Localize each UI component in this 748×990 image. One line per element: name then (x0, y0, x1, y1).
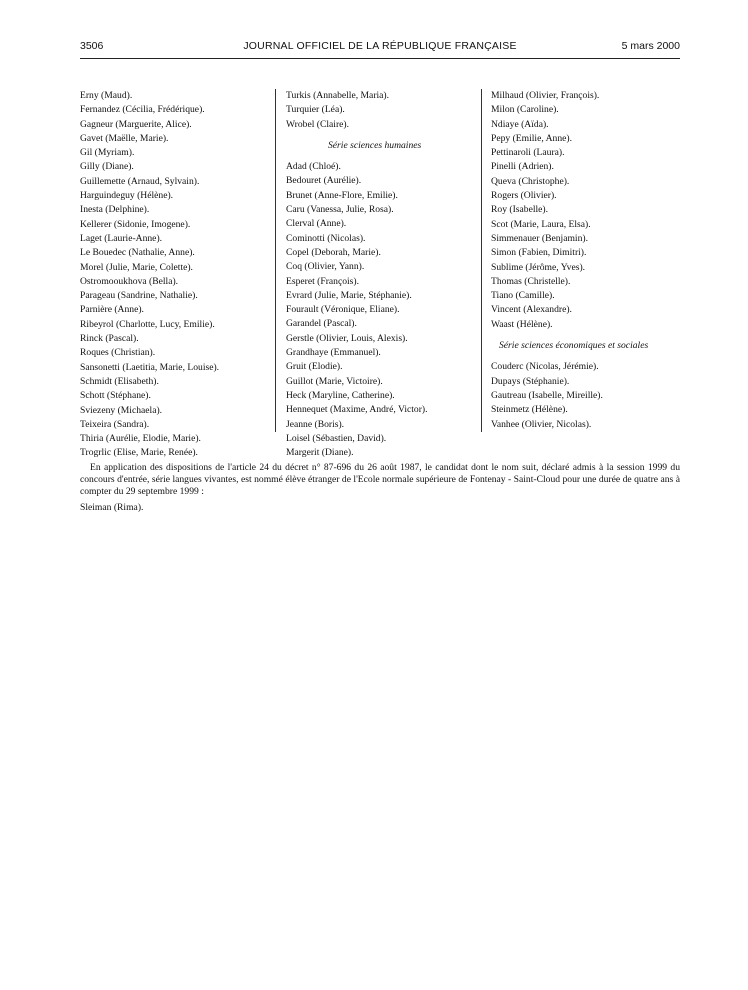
name-entry: Morel (Julie, Marie, Colette). (80, 261, 193, 273)
name-entry: Ribeyrol (Charlotte, Lucy, Emilie). (80, 318, 215, 330)
name-entry: Clerval (Anne). (286, 218, 347, 230)
name-entry: Pettinaroli (Laura). (491, 147, 565, 159)
name-entry: Gavet (Maëlle, Marie). (80, 132, 169, 144)
name-entry: Margerit (Diane). (286, 447, 354, 459)
journal-title: JOURNAL OFFICIEL DE LA RÉPUBLIQUE FRANÇAISE (243, 40, 517, 52)
name-entry: Steinmetz (Hélène). (491, 404, 568, 416)
names-column-3 (491, 89, 681, 432)
appointed-candidate-name: Sleiman (Rima). (80, 502, 144, 513)
name-entry: Fernandez (Cécilia, Frédérique). (80, 104, 205, 116)
name-entry: Simon (Fabien, Dimitri). (491, 247, 587, 259)
name-entry: Parnière (Anne). (80, 304, 144, 316)
name-entry: Adad (Chloé). (286, 161, 341, 173)
name-entry: Teixeira (Sandra). (80, 418, 150, 430)
names-column-1 (80, 89, 270, 461)
name-entry: Fourault (Véronique, Eliane). (286, 304, 400, 316)
name-entry: Schott (Stéphane). (80, 390, 151, 402)
name-entry: Guillot (Marie, Victoire). (286, 375, 383, 387)
name-entry: Harguindeguy (Hélène). (80, 190, 174, 202)
name-entry: Grandhaye (Emmanuel). (286, 347, 381, 359)
name-entry: Brunet (Anne-Flore, Emilie). (286, 189, 398, 201)
name-entry: Sansonetti (Laetitia, Marie, Louise). (80, 361, 220, 373)
name-entry: Erny (Maud). (80, 90, 133, 101)
name-entry: Milon (Caroline). (491, 104, 559, 116)
name-entry: Gerstle (Olivier, Louis, Alexis). (286, 332, 408, 344)
name-entry: Evrard (Julie, Marie, Stéphanie). (286, 289, 412, 301)
name-entry: Milhaud (Olivier, François). (491, 90, 600, 101)
name-entry: Cominotti (Nicolas). (286, 232, 366, 244)
name-entry: Vanhee (Olivier, Nicolas). (491, 418, 592, 430)
name-entry: Gil (Myriam). (80, 147, 135, 159)
page-header (80, 40, 680, 56)
name-entry: Garandel (Pascal). (286, 318, 357, 330)
name-entry: Vincent (Alexandre). (491, 304, 572, 316)
name-entry: Heck (Maryline, Catherine). (286, 389, 395, 401)
name-entry: Scot (Marie, Laura, Elsa). (491, 218, 591, 230)
name-entry: Wrobel (Claire). (286, 118, 350, 130)
name-entry: Thiria (Aurélie, Elodie, Marie). (80, 433, 201, 445)
page-number: 3506 (80, 40, 104, 52)
name-entry: Inesta (Delphine). (80, 204, 150, 216)
name-entry: Copel (Deborah, Marie). (286, 246, 381, 258)
column-separator-2 (481, 89, 482, 432)
name-entry: Le Bouedec (Nathalie, Anne). (80, 247, 195, 259)
section-heading-sciences-humaines: Série sciences humaines (328, 139, 422, 151)
name-entry: Guillemette (Arnaud, Sylvain). (80, 175, 200, 187)
name-entry: Turquier (Léa). (286, 104, 345, 116)
name-entry: Gagneur (Marguerite, Alice). (80, 118, 192, 130)
name-entry: Ostromooukhova (Bella). (80, 275, 179, 287)
name-entry: Gautreau (Isabelle, Mireille). (491, 389, 603, 401)
column-separator-1 (275, 89, 276, 432)
name-entry: Laget (Laurie-Anne). (80, 232, 163, 244)
name-entry: Ndiaye (Aïda). (491, 118, 549, 130)
name-entry: Sublime (Jérôme, Yves). (491, 261, 586, 273)
name-entry: Queva (Christophe). (491, 175, 570, 187)
names-column-2 (286, 89, 476, 460)
name-entry: Coq (Olivier, Yann). (286, 261, 365, 273)
name-entry: Simmenauer (Benjamin). (491, 232, 588, 244)
section-heading-sciences-economiques: Série sciences économiques et sociales (499, 340, 649, 352)
name-entry: Rogers (Olivier). (491, 190, 557, 202)
name-entry: Turkis (Annabelle, Maria). (286, 90, 390, 101)
name-entry: Roy (Isabelle). (491, 204, 549, 216)
name-entry: Dupays (Stéphanie). (491, 375, 570, 387)
name-entry: Jeanne (Boris). (286, 418, 345, 430)
name-entry: Pepy (Emilie, Anne). (491, 132, 572, 144)
name-entry: Parageau (Sandrine, Nathalie). (80, 290, 198, 302)
name-entry: Esperet (François). (286, 275, 359, 287)
name-entry: Thomas (Christelle). (491, 275, 571, 287)
name-entry: Pinelli (Adrien). (491, 161, 554, 173)
name-entry: Roques (Christian). (80, 347, 156, 359)
name-entry: Trogrlic (Elise, Marie, Renée). (80, 447, 198, 459)
name-entry: Schmidt (Elisabeth). (80, 375, 159, 387)
issue-date: 5 mars 2000 (621, 40, 680, 52)
name-entry: Couderc (Nicolas, Jérémie). (491, 361, 599, 373)
name-entry: Kellerer (Sidonie, Imogene). (80, 218, 191, 230)
name-entry: Waast (Hélène). (491, 318, 553, 330)
name-entry: Rinck (Pascal). (80, 333, 139, 345)
name-entry: Loisel (Sébastien, David). (286, 432, 387, 444)
name-entry: Sviezeny (Michaela). (80, 404, 163, 416)
name-entry: Bedouret (Aurélie). (286, 175, 362, 187)
name-entry: Tiano (Camille). (491, 290, 555, 302)
name-entry: Gilly (Diane). (80, 161, 134, 173)
name-entry: Hennequet (Maxime, André, Victor). (286, 404, 428, 416)
decree-paragraph: En application des dispositions de l'article 24 du décret n° 87-696 du 26 août 1987, le candidat dont le nom suit, déclaré admis à la session 1999 du concours d'entrée, série langues vivantes, est nommé élève étranger de l'Ecole normale supérieure de Fontenay - Saint-Cloud pour une durée de quatre ans à compter du 29 septembre 1999 : (80, 462, 680, 497)
name-entry: Gruit (Elodie). (286, 361, 343, 373)
header-rule (80, 58, 680, 59)
name-entry: Caru (Vanessa, Julie, Rosa). (286, 204, 394, 216)
